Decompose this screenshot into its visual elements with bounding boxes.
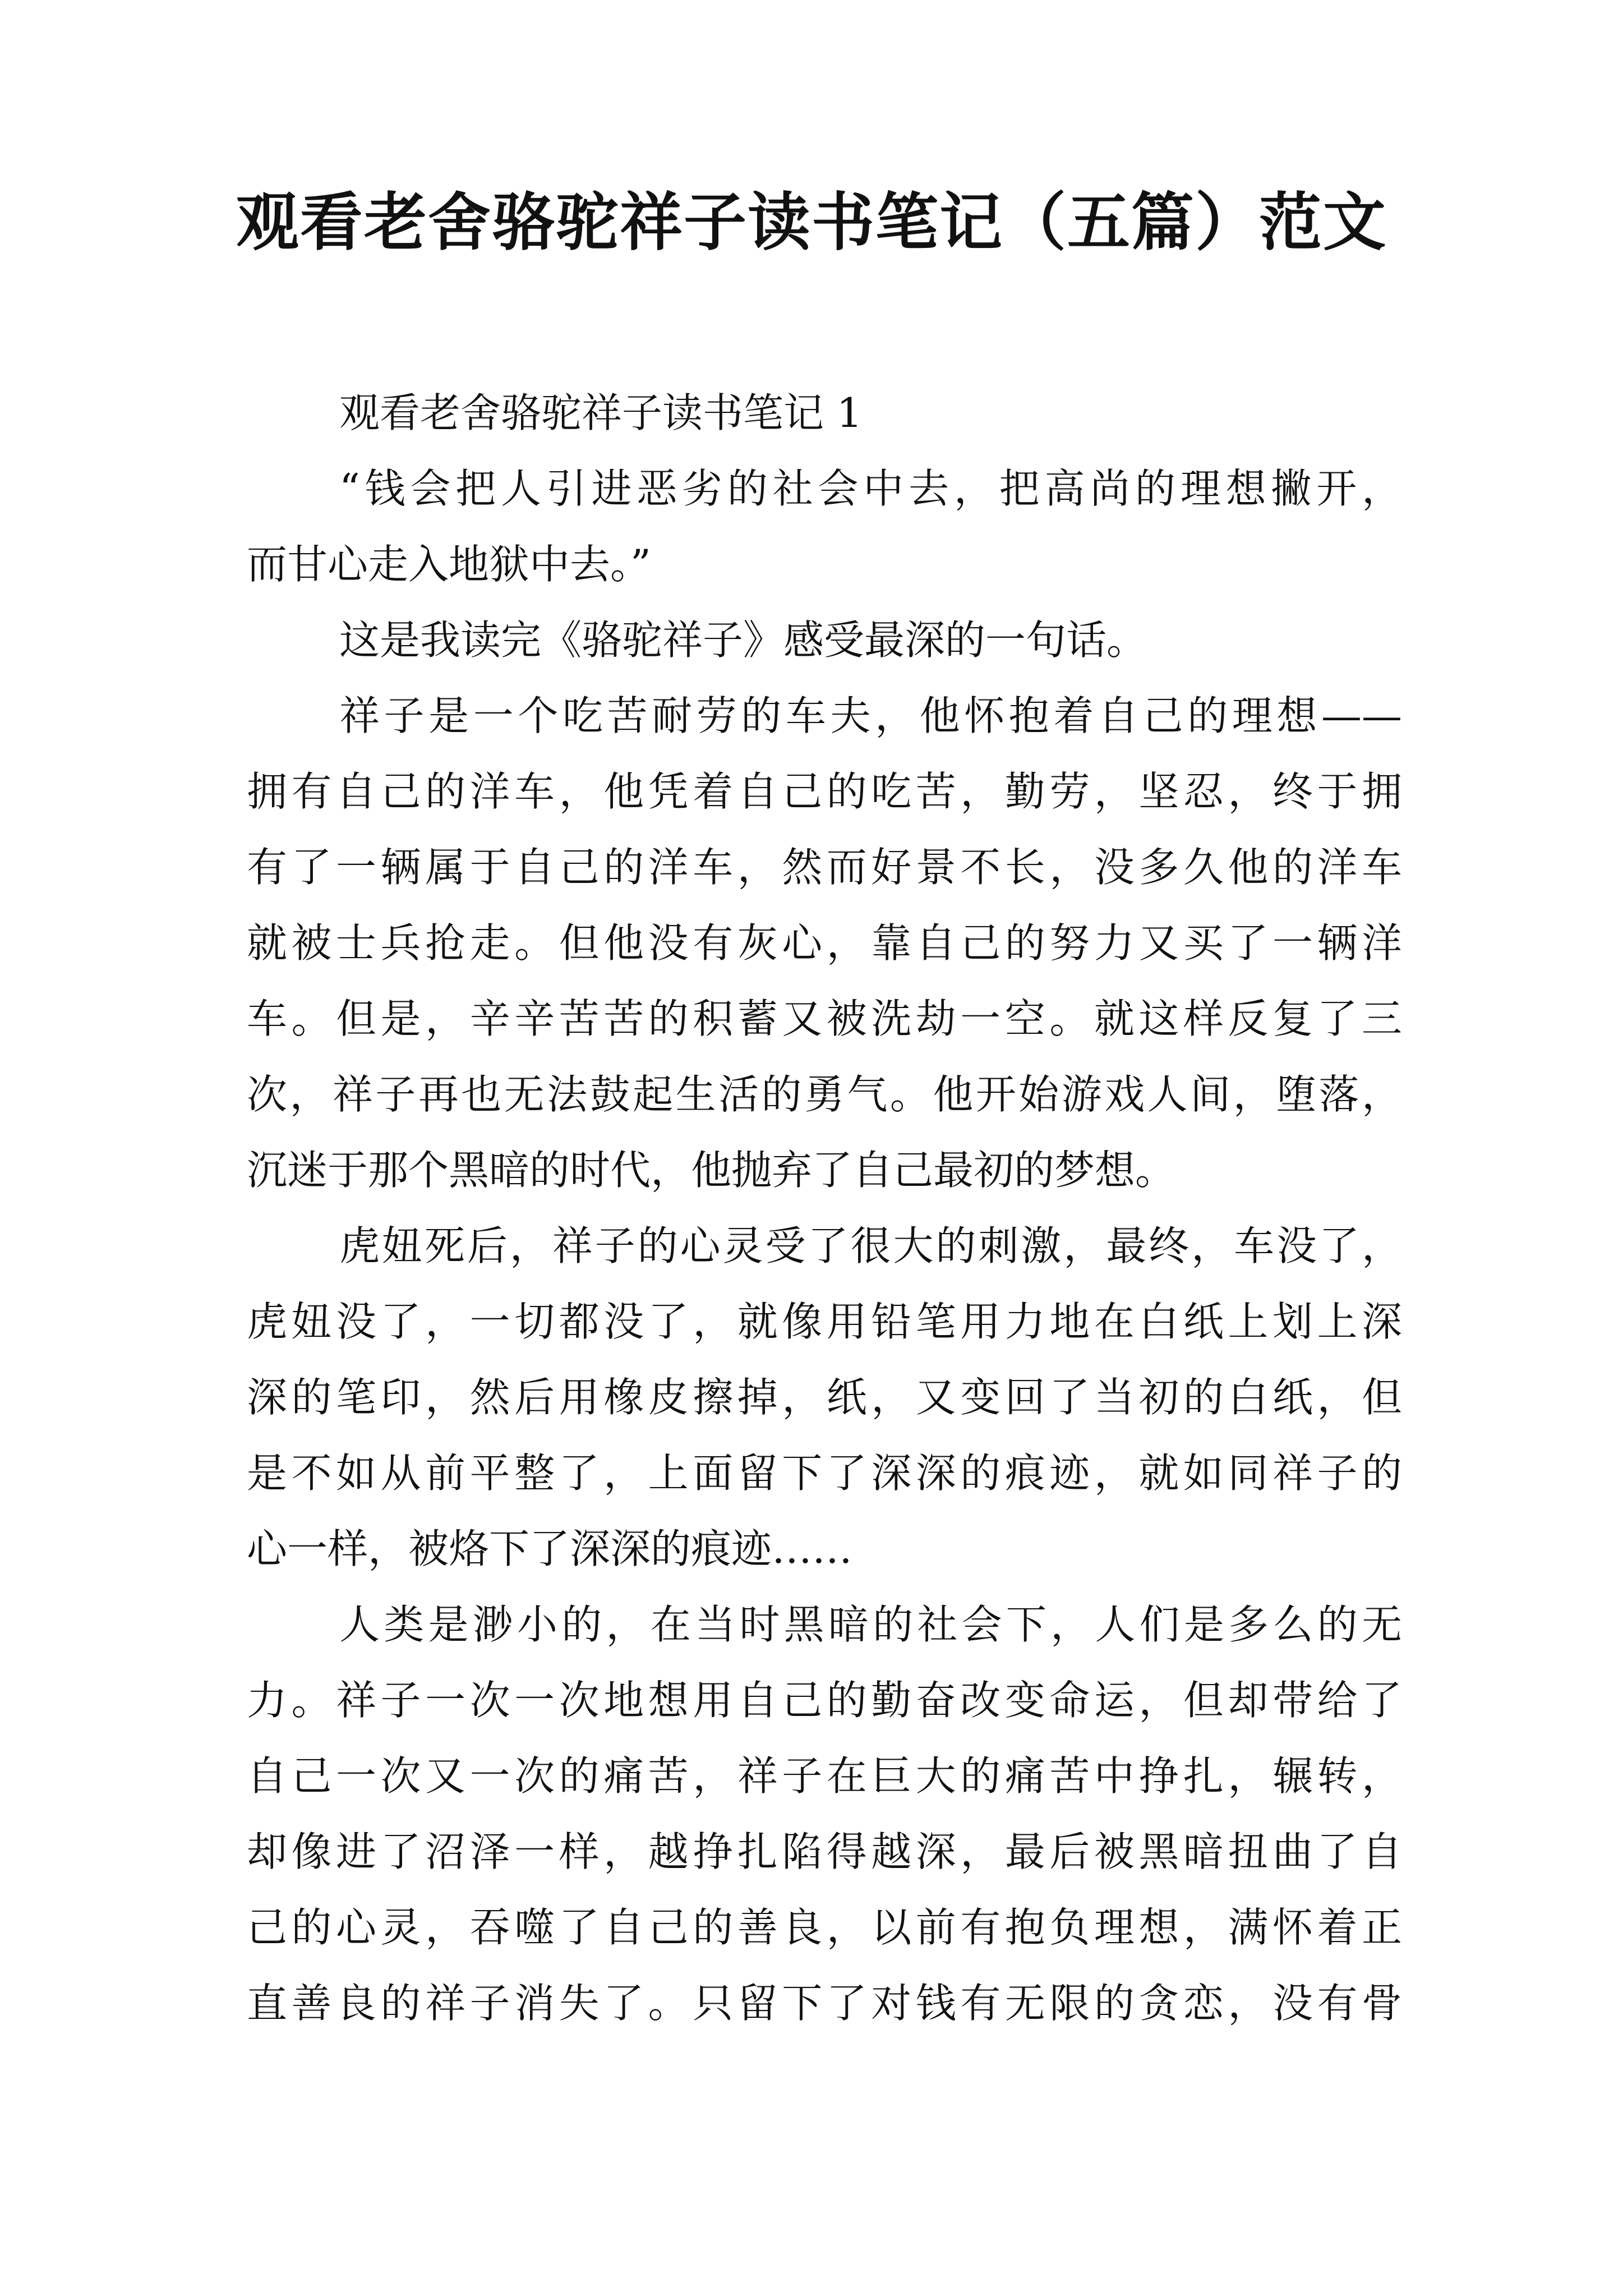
text-line: 拥有自己的洋车，他凭着自己的吃苦，勤劳，坚忍，终于拥	[247, 768, 1402, 815]
text-line: 人类是渺小的，在当时黑暗的社会下，人们是多么的无	[339, 1601, 1402, 1648]
text-line: 有了一辆属于自己的洋车，然而好景不长，没多久他的洋车	[247, 844, 1402, 891]
text-line: 直善良的祥子消失了。只留下了对钱有无限的贪恋，没有骨	[247, 1980, 1402, 2027]
text-line: 是不如从前平整了，上面留下了深深的痕迹，就如同祥子的	[247, 1450, 1402, 1497]
text-line: 却像进了沼泽一样，越挣扎陷得越深，最后被黑暗扭曲了自	[247, 1828, 1402, 1875]
text-line: 沉迷于那个黑暗的时代，他抛弃了自己最初的梦想。	[247, 1147, 1176, 1194]
text-line: 虎妞没了，一切都没了，就像用铅笔用力地在白纸上划上深	[247, 1298, 1402, 1345]
section-heading: 观看老舍骆驼祥子读书笔记 1	[339, 389, 863, 436]
text-line: 虎妞死后，祥子的心灵受了很大的刺激，最终，车没了，	[339, 1222, 1402, 1269]
text-line: 力。祥子一次一次地想用自己的勤奋改变命运，但却带给了	[247, 1677, 1402, 1724]
text-line: 己的心灵，吞噬了自己的善良，以前有抱负理想，满怀着正	[247, 1904, 1402, 1951]
text-line: 深的笔印，然后用橡皮擦掉，纸，又变回了当初的白纸，但	[247, 1374, 1402, 1421]
text-line: 祥子是一个吃苦耐劳的车夫，他怀抱着自己的理想——	[339, 692, 1402, 739]
text-line: 而甘心走入地狱中去。”	[247, 541, 651, 588]
text-line: 次，祥子再也无法鼓起生活的勇气。他开始游戏人间，堕落，	[247, 1071, 1402, 1118]
text-line: 车。但是，辛辛苦苦的积蓄又被洗劫一空。就这样反复了三	[247, 995, 1402, 1042]
document-title: 观看老舍骆驼祥子读书笔记（五篇）范文	[236, 186, 1387, 259]
text-line: 自己一次又一次的痛苦，祥子在巨大的痛苦中挣扎，辗转，	[247, 1752, 1402, 1800]
text-line: 心一样，被烙下了深深的痕迹……	[247, 1525, 853, 1572]
text-line: 这是我读完《骆驼祥子》感受最深的一句话。	[339, 616, 1147, 664]
text-line: “钱会把人引进恶劣的社会中去，把高尚的理想撇开，	[339, 465, 1402, 512]
text-line: 就被士兵抢走。但他没有灰心，靠自己的努力又买了一辆洋	[247, 919, 1402, 967]
